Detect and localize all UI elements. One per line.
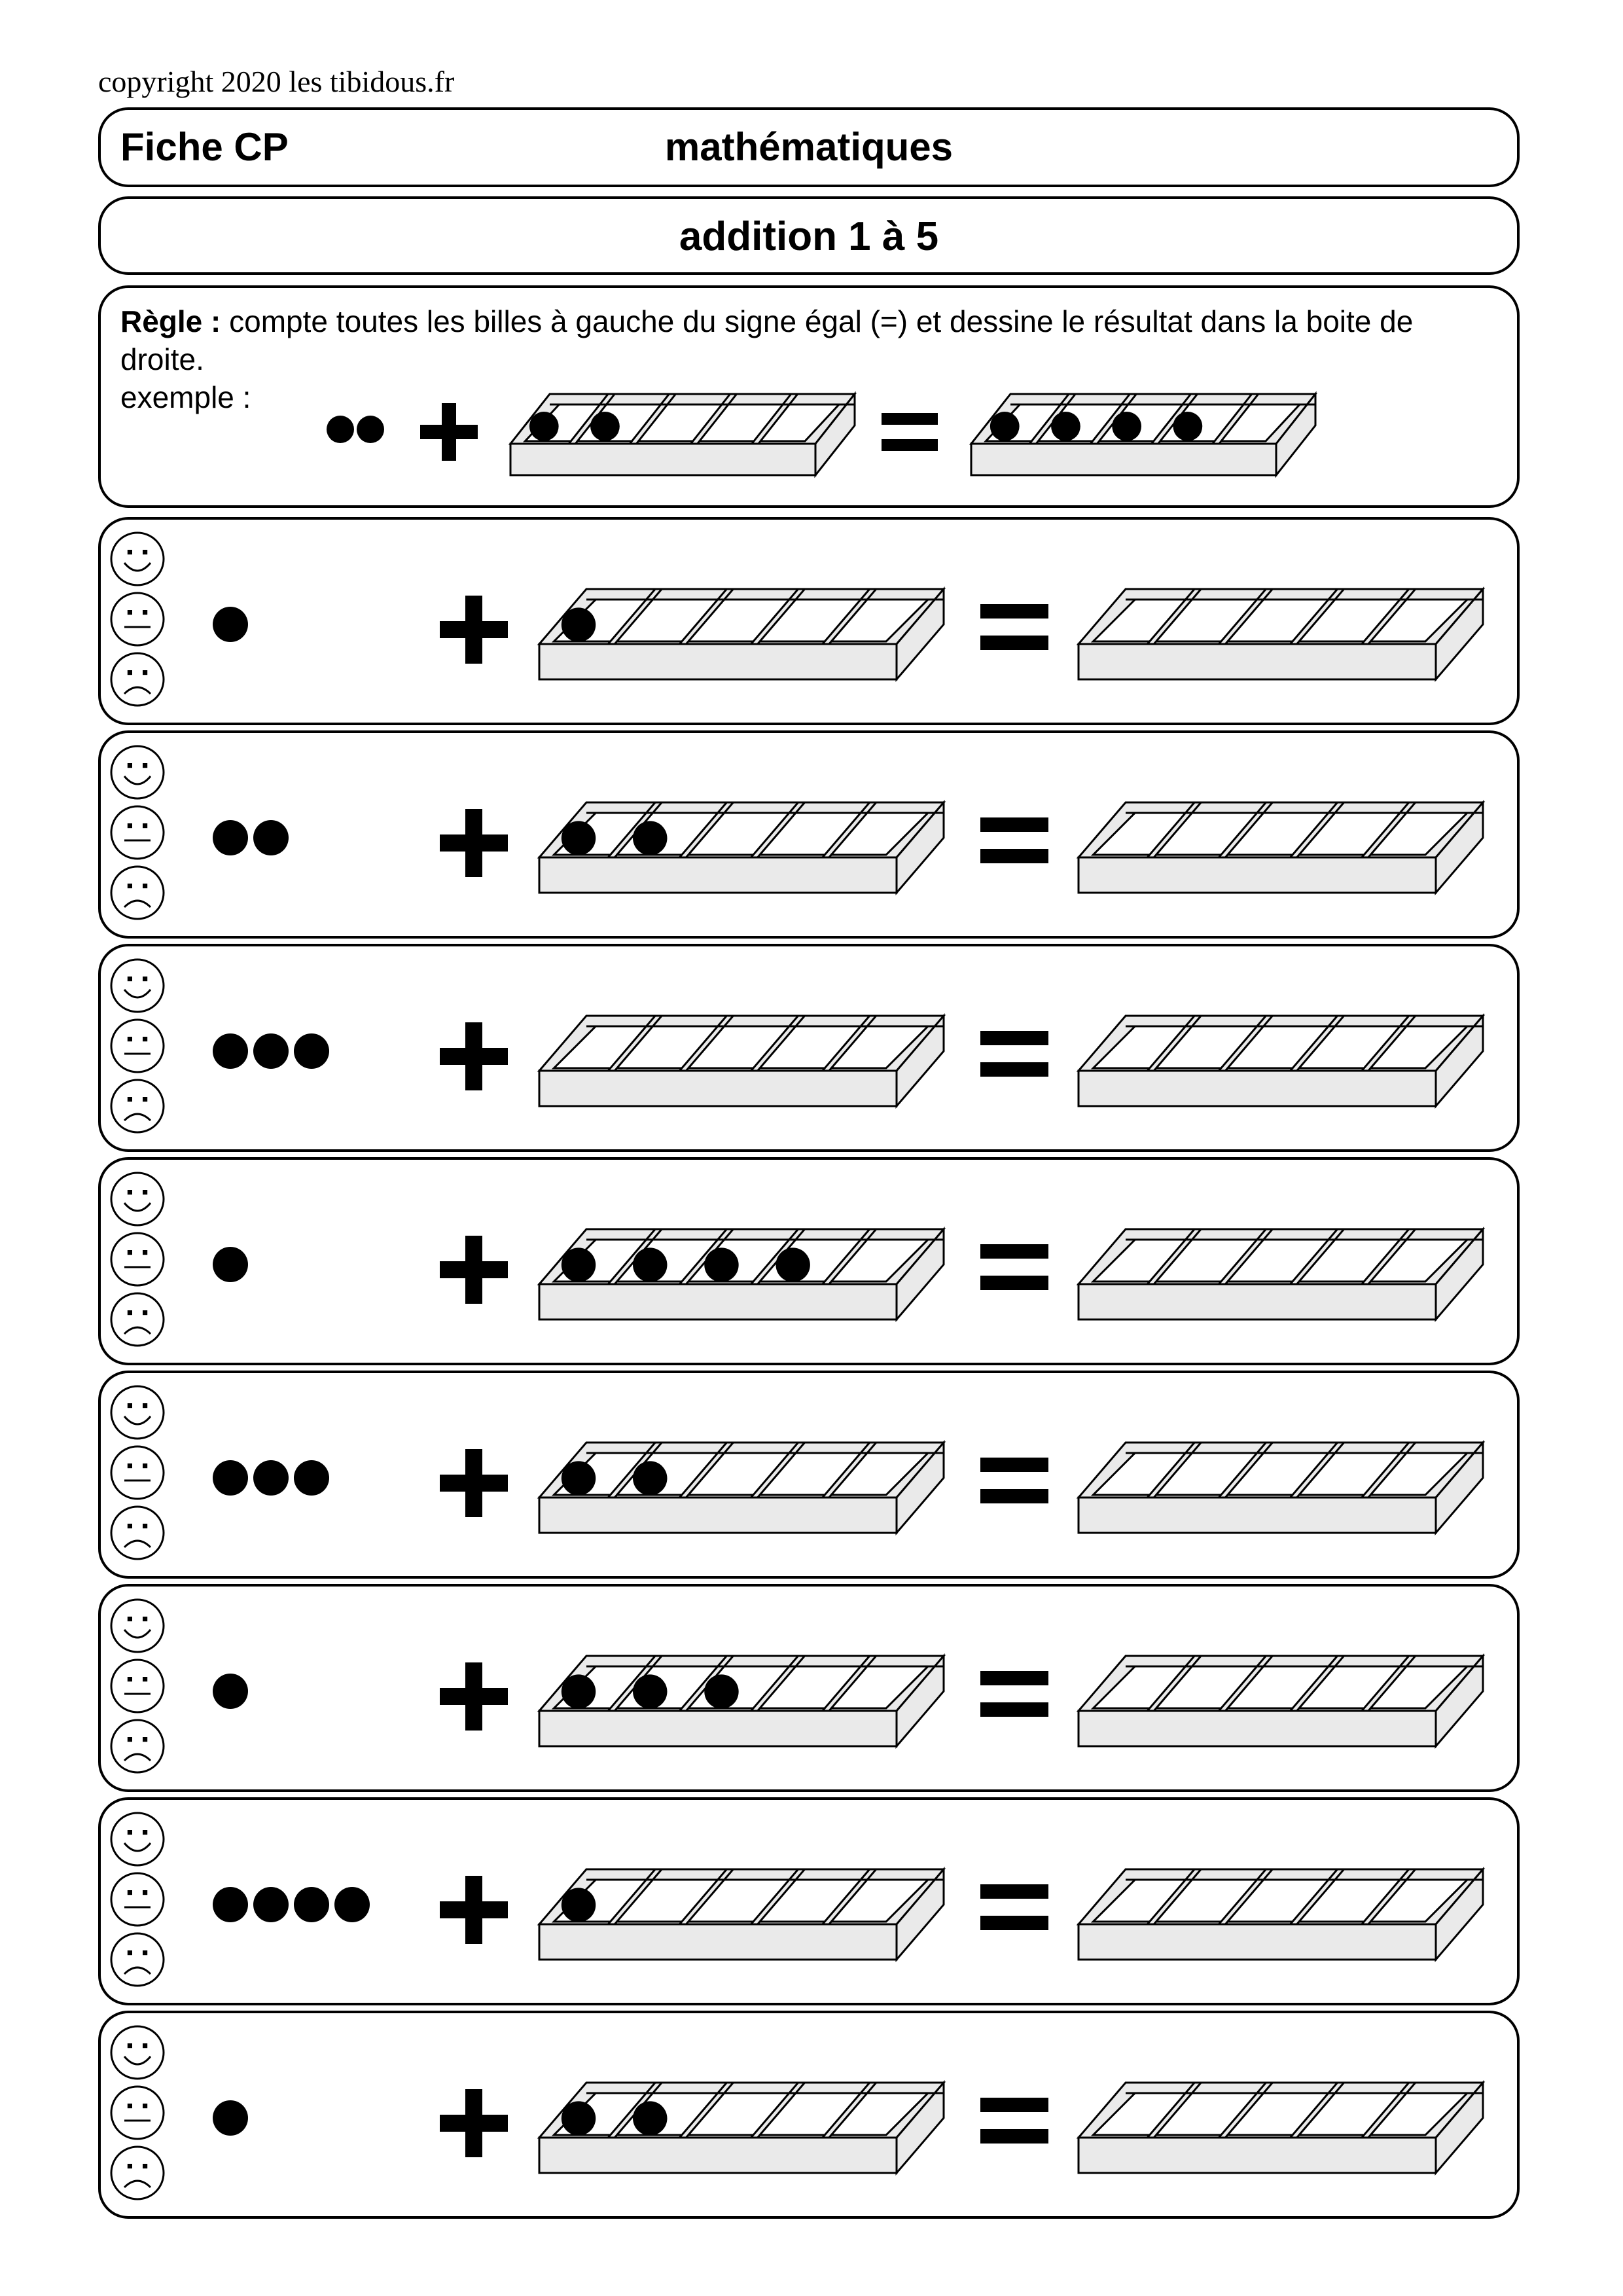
- marble-tray-icon: [539, 1443, 944, 1533]
- sad-face-icon: [111, 867, 164, 919]
- neutral-face-icon: [111, 806, 164, 859]
- left-marbles: [213, 1033, 329, 1069]
- left-marbles: [213, 607, 248, 642]
- left-marbles: [213, 1674, 248, 1709]
- exercise-illustration: [101, 733, 1522, 941]
- marble: [213, 1887, 248, 1922]
- equals-sign-icon: [980, 1671, 1048, 1717]
- sad-face-icon: [111, 1507, 164, 1559]
- marble: [1173, 412, 1202, 441]
- marble: [1112, 412, 1141, 441]
- left-marbles: [213, 820, 289, 855]
- happy-face-icon: [111, 1813, 164, 1865]
- equals-sign-icon: [980, 817, 1048, 863]
- exercise-row: [98, 1797, 1520, 2005]
- marble: [704, 1674, 738, 1708]
- marble: [253, 1460, 289, 1496]
- marble: [213, 1247, 248, 1282]
- sad-face-icon: [111, 1933, 164, 1986]
- happy-face-icon: [111, 533, 164, 585]
- plus-sign-icon: [440, 1022, 508, 1090]
- marble: [294, 1460, 329, 1496]
- marble: [562, 607, 596, 641]
- marble: [633, 2101, 667, 2135]
- answer-tray-icon: [971, 394, 1315, 475]
- left-marbles: [213, 1247, 248, 1282]
- marble: [294, 1887, 329, 1922]
- exercise-row: [98, 2011, 1520, 2219]
- marble-tray-icon: [510, 394, 855, 475]
- marble: [357, 416, 384, 443]
- neutral-face-icon: [111, 1446, 164, 1499]
- marble: [562, 2101, 596, 2135]
- marble: [253, 1033, 289, 1069]
- marble: [213, 1033, 248, 1069]
- header-box: [98, 107, 1520, 187]
- plus-sign-icon: [440, 596, 508, 664]
- equals-sign-icon: [980, 2098, 1048, 2144]
- plus-sign-icon: [440, 1662, 508, 1731]
- marble: [294, 1033, 329, 1069]
- plus-sign-icon: [440, 1236, 508, 1304]
- marble: [213, 2100, 248, 2136]
- marble: [562, 821, 596, 855]
- exercise-row: [98, 1157, 1520, 1365]
- subject-title: mathématiques: [664, 125, 954, 169]
- exercise-row: [98, 1584, 1520, 1792]
- left-marbles: [213, 2100, 248, 2136]
- rule-label: Règle :: [120, 304, 221, 338]
- copyright-notice: copyright 2020 les tibidous.fr: [98, 65, 455, 98]
- happy-face-icon: [111, 2026, 164, 2079]
- marble: [633, 1461, 667, 1495]
- left-marbles: [213, 1460, 329, 1496]
- equals-sign-icon: [980, 1244, 1048, 1290]
- exercise-illustration: [101, 520, 1522, 728]
- happy-face-icon: [111, 1600, 164, 1652]
- plus-sign-icon: [440, 2089, 508, 2157]
- sad-face-icon: [111, 2147, 164, 2199]
- marble: [776, 1247, 810, 1282]
- marble: [990, 412, 1020, 441]
- exercise-illustration: [101, 2013, 1522, 2221]
- happy-face-icon: [111, 960, 164, 1012]
- exercise-row: [98, 730, 1520, 939]
- marble: [562, 1247, 596, 1282]
- sad-face-icon: [111, 653, 164, 706]
- marble: [562, 1888, 596, 1922]
- marble-tray-icon: [539, 1656, 944, 1746]
- marble: [334, 1887, 370, 1922]
- neutral-face-icon: [111, 1020, 164, 1072]
- page-title: addition 1 à 5: [679, 214, 939, 259]
- equals-sign-icon: [980, 1884, 1048, 1930]
- sad-face-icon: [111, 1720, 164, 1772]
- title-box: [98, 196, 1520, 275]
- left-marbles: [327, 416, 384, 443]
- marble: [253, 820, 289, 855]
- sad-face-icon: [111, 1080, 164, 1132]
- marble: [213, 607, 248, 642]
- marble-tray-icon: [539, 1869, 944, 1960]
- marble: [253, 1887, 289, 1922]
- answer-tray-icon: [1079, 1229, 1483, 1319]
- rule-box: [98, 285, 1520, 508]
- marble: [590, 412, 620, 441]
- marble-tray-icon: [539, 589, 944, 679]
- marble: [633, 821, 667, 855]
- marble: [213, 1674, 248, 1709]
- plus-sign-icon: [420, 403, 478, 461]
- exercise-row: [98, 944, 1520, 1152]
- marble: [1051, 412, 1080, 441]
- plus-sign-icon: [440, 1876, 508, 1944]
- exercise-illustration: [101, 1800, 1522, 2008]
- equals-sign-icon: [980, 1458, 1048, 1503]
- marble-tray-icon: [539, 1229, 944, 1319]
- marble: [327, 416, 354, 443]
- happy-face-icon: [111, 1386, 164, 1439]
- answer-tray-icon: [1079, 1443, 1483, 1533]
- marble: [704, 1247, 738, 1282]
- marble: [633, 1247, 667, 1282]
- plus-sign-icon: [440, 1449, 508, 1517]
- marble: [562, 1461, 596, 1495]
- marble: [213, 1460, 248, 1496]
- answer-tray-icon: [1079, 1869, 1483, 1960]
- example-illustration: [101, 288, 1522, 511]
- exercise-illustration: [101, 1160, 1522, 1368]
- happy-face-icon: [111, 1173, 164, 1225]
- marble-tray-icon: [539, 1016, 944, 1106]
- equals-sign-icon: [882, 413, 938, 451]
- sad-face-icon: [111, 1293, 164, 1346]
- left-marbles: [213, 1887, 370, 1922]
- rule-description: compte toutes les billes à gauche du signe égal (=) et dessine le résultat dans la boite de droite.: [120, 304, 1414, 376]
- marble: [562, 1674, 596, 1708]
- neutral-face-icon: [111, 1233, 164, 1285]
- exercise-row: [98, 1371, 1520, 1579]
- answer-tray-icon: [1079, 1016, 1483, 1106]
- answer-tray-icon: [1079, 802, 1483, 893]
- marble-tray-icon: [539, 2083, 944, 2173]
- marble: [633, 1674, 667, 1708]
- neutral-face-icon: [111, 593, 164, 645]
- sheet-level: Fiche CP: [120, 125, 289, 169]
- exercise-illustration: [101, 1373, 1522, 1581]
- neutral-face-icon: [111, 1660, 164, 1712]
- marble: [213, 820, 248, 855]
- plus-sign-icon: [440, 809, 508, 877]
- example-label: exemple :: [120, 380, 251, 414]
- answer-tray-icon: [1079, 1656, 1483, 1746]
- marble: [529, 412, 559, 441]
- neutral-face-icon: [111, 1873, 164, 1926]
- equals-sign-icon: [980, 1031, 1048, 1077]
- exercise-illustration: [101, 1587, 1522, 1795]
- answer-tray-icon: [1079, 2083, 1483, 2173]
- happy-face-icon: [111, 746, 164, 798]
- exercise-row: [98, 517, 1520, 725]
- exercise-illustration: [101, 946, 1522, 1155]
- marble-tray-icon: [539, 802, 944, 893]
- equals-sign-icon: [980, 604, 1048, 650]
- answer-tray-icon: [1079, 589, 1483, 679]
- neutral-face-icon: [111, 2087, 164, 2139]
